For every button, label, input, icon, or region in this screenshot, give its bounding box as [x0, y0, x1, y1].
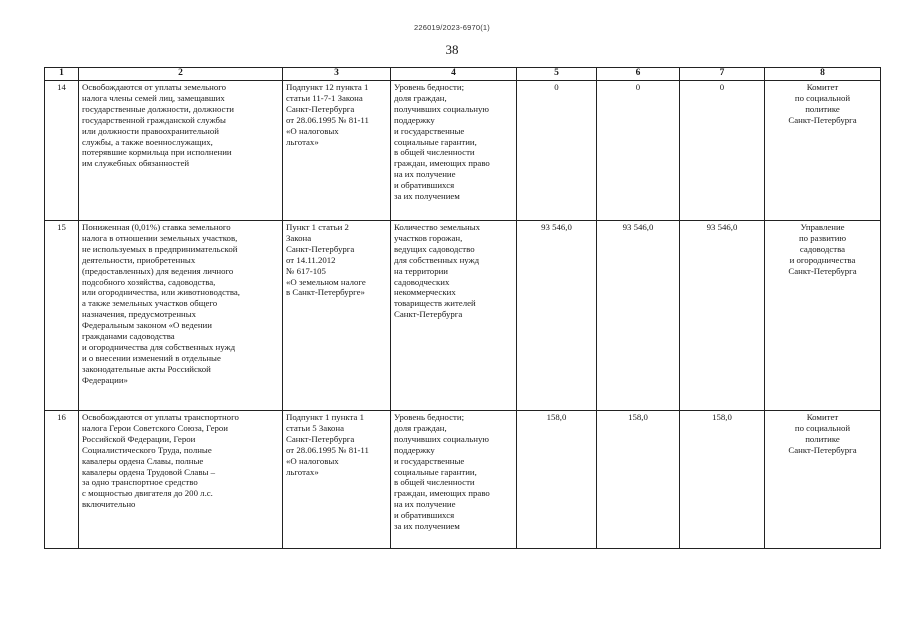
column-header: 1: [45, 68, 79, 81]
value-col-7: 158,0: [680, 411, 765, 549]
column-header: 7: [680, 68, 765, 81]
value-col-7: 93 546,0: [680, 221, 765, 411]
row-number: 16: [45, 411, 79, 549]
row-number: 15: [45, 221, 79, 411]
table-row: [45, 221, 881, 411]
target-indicator: Количество земельных участков горожан, ведущих садоводство для собственных нужд на территории садоводческих некоммерческих товариществ жителей Санкт-Петербурга: [391, 221, 517, 411]
value-col-5: 158,0: [517, 411, 597, 549]
row-number: 14: [45, 81, 79, 221]
responsible-body: Управление по развитию садоводства и огородничества Санкт-Петербурга: [765, 221, 881, 411]
column-header: 3: [283, 68, 391, 81]
column-header: 6: [597, 68, 680, 81]
column-header: 2: [79, 68, 283, 81]
value-col-6: 0: [597, 81, 680, 221]
value-col-5: 93 546,0: [517, 221, 597, 411]
page-number: 38: [445, 42, 459, 57]
value-col-5: 0: [517, 81, 597, 221]
column-header: 4: [391, 68, 517, 81]
legal-basis: Подпункт 1 пункта 1 статьи 5 Закона Санкт-Петербурга от 28.06.1995 № 81-11 «О налоговых льготах»: [283, 411, 391, 549]
target-indicator: Уровень бедности; доля граждан, получивших социальную поддержку и государственные социальные гарантии, в общей численности граждан, имеющих право на их получение и обратившихся за их получением: [391, 81, 517, 221]
target-indicator: Уровень бедности; доля граждан, получивших социальную поддержку и государственные социальные гарантии, в общей численности граждан, имеющих право на их получение и обратившихся за их получением: [391, 411, 517, 549]
table-row: [45, 411, 881, 549]
benefit-description: Освобождаются от уплаты транспортного налога Герои Советского Союза, Герои Российской Федерации, Герои Социалистического Труда, полные кавалеры ордена Славы, полные кавалеры ордена Трудовой Славы – за одно транспортное средство с мощностью двигателя до 200 л.с. включительно: [79, 411, 283, 549]
benefit-description: Пониженная (0,01%) ставка земельного налога в отношении земельных участков, не используемых в предпринимательской деятельности, приобретенных (предоставленных) для ведения личного подсобного хозяйства, садоводства, или огородничества, или животноводства, а также земельных участков общего назначения, предусмотренных Федеральным законом «О ведении гражданами садоводства и огородничества для собственных нужд и о внесении изменений в отдельные законодательные акты Российской Федерации»: [79, 221, 283, 411]
column-header: 5: [517, 68, 597, 81]
value-col-6: 93 546,0: [597, 221, 680, 411]
responsible-body: Комитет по социальной политике Санкт-Петербурга: [765, 411, 881, 549]
table-row: [45, 81, 881, 221]
document-id: 226019/2023-6970(1): [414, 23, 490, 32]
legal-basis: Подпункт 12 пункта 1 статьи 11-7-1 Закона Санкт-Петербурга от 28.06.1995 № 81-11 «О налоговых льготах»: [283, 81, 391, 221]
value-col-6: 158,0: [597, 411, 680, 549]
column-header: 8: [765, 68, 881, 81]
legal-basis: Пункт 1 статьи 2 Закона Санкт-Петербурга от 14.11.2012 № 617-105 «О земельном налоге в Санкт-Петербурге»: [283, 221, 391, 411]
tax-benefits-table: [44, 67, 881, 549]
responsible-body: Комитет по социальной политике Санкт-Петербурга: [765, 81, 881, 221]
value-col-7: 0: [680, 81, 765, 221]
benefit-description: Освобождаются от уплаты земельного налога члены семей лиц, замещавших государственные должности, должности государственной гражданской службы или должности правоохранительной службы, а также военнослужащих, потерявшие кормильца при исполнении им служебных обязанностей: [79, 81, 283, 221]
table-header-row: [45, 68, 881, 81]
